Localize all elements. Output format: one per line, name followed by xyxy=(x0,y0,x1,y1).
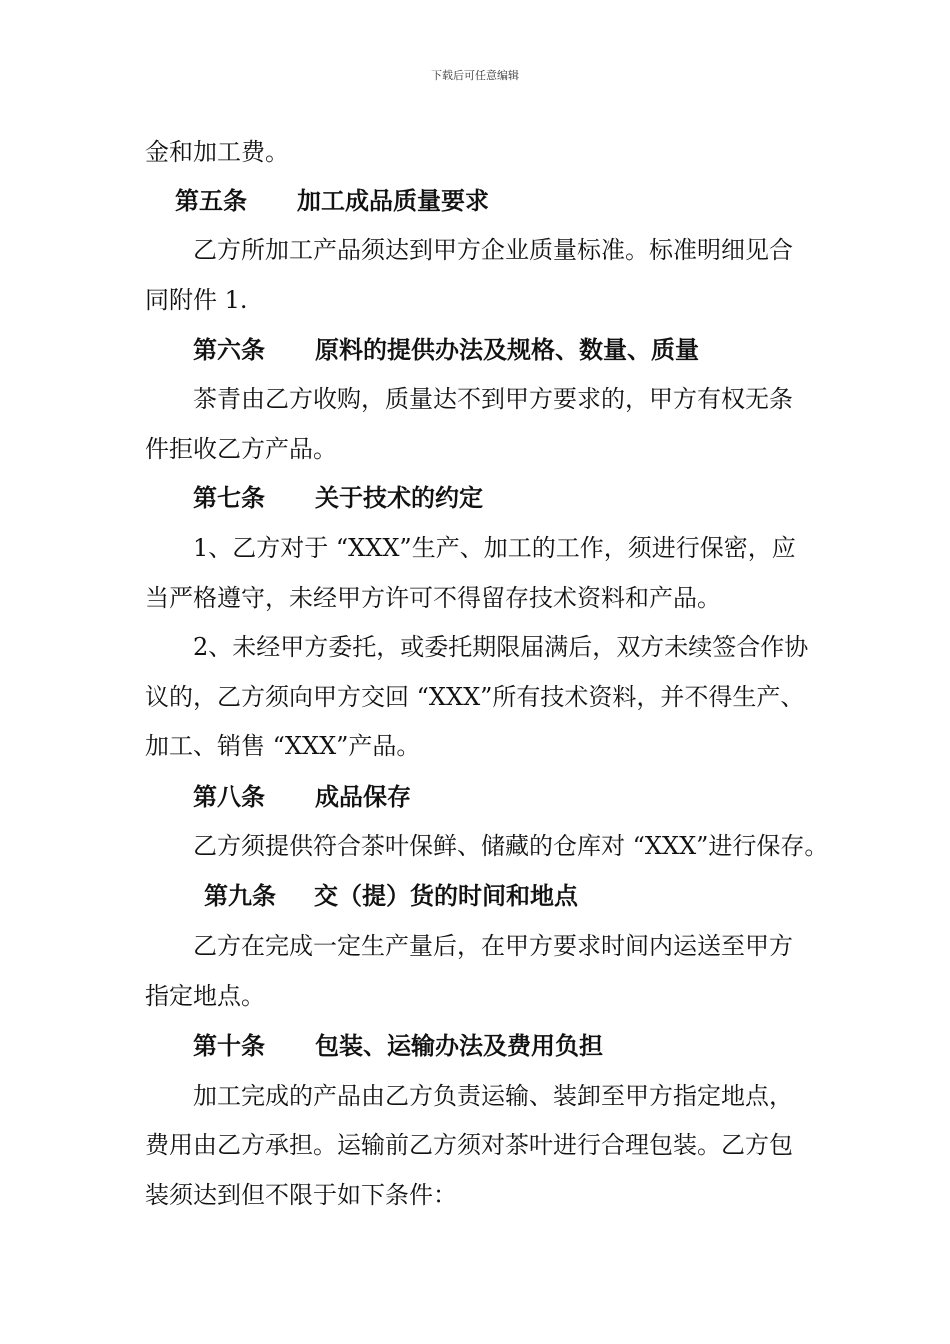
paragraph-line: 乙方在完成一定生产量后，在甲方要求时间内运送至甲方 xyxy=(193,932,793,960)
paragraph-line: 乙方须提供符合茶叶保鲜、储藏的仓库对 “XXX”进行保存。 xyxy=(193,832,829,860)
page-header: 下载后可任意编辑 xyxy=(431,69,519,82)
paragraph-line: 费用由乙方承担。运输前乙方须对茶叶进行合理包装。乙方包 xyxy=(145,1131,793,1159)
article-10-heading xyxy=(145,1031,893,1061)
article-number: 第五条 xyxy=(175,186,247,215)
paragraph-line: 加工完成的产品由乙方负责运输、装卸至甲方指定地点， xyxy=(193,1082,793,1110)
paragraph-line: 当严格遵守，未经甲方许可不得留存技术资料和产品。 xyxy=(145,584,721,612)
paragraph-line: 指定地点。 xyxy=(145,982,265,1010)
paragraph-line: 件拒收乙方产品。 xyxy=(145,435,337,463)
article-7-heading xyxy=(145,483,893,513)
article-9-heading xyxy=(145,881,904,911)
article-title: 成品保存 xyxy=(315,782,411,811)
paragraph-line: 2、未经甲方委托，或委托期限届满后，双方未续签合作协 xyxy=(193,633,809,661)
article-number: 第九条 xyxy=(204,881,276,910)
article-5-heading xyxy=(145,186,875,216)
article-number: 第六条 xyxy=(193,335,265,364)
paragraph-line: 1、乙方对于 “XXX”生产、加工的工作，须进行保密，应 xyxy=(193,534,796,562)
paragraph-line: 金和加工费。 xyxy=(145,138,289,166)
article-title: 关于技术的约定 xyxy=(315,483,483,512)
article-number: 第八条 xyxy=(193,782,265,811)
article-title: 加工成品质量要求 xyxy=(297,186,489,215)
article-8-heading xyxy=(145,782,893,812)
article-number: 第七条 xyxy=(193,483,265,512)
article-6-heading xyxy=(145,335,893,365)
paragraph-line: 乙方所加工产品须达到甲方企业质量标准。标准明细见合 xyxy=(193,236,793,264)
article-number: 第十条 xyxy=(193,1031,265,1060)
article-title: 原料的提供办法及规格、数量、质量 xyxy=(315,335,699,364)
article-title: 交（提）货的时间和地点 xyxy=(314,881,578,910)
paragraph-line: 同附件 1. xyxy=(145,286,248,314)
paragraph-line: 加工、销售 “XXX”产品。 xyxy=(145,732,421,760)
paragraph-line: 装须达到但不限于如下条件： xyxy=(145,1181,457,1209)
article-title: 包装、运输办法及费用负担 xyxy=(315,1031,603,1060)
paragraph-line: 议的，乙方须向甲方交回 “XXX”所有技术资料，并不得生产、 xyxy=(145,683,805,711)
paragraph-line: 茶青由乙方收购，质量达不到甲方要求的，甲方有权无条 xyxy=(193,385,793,413)
